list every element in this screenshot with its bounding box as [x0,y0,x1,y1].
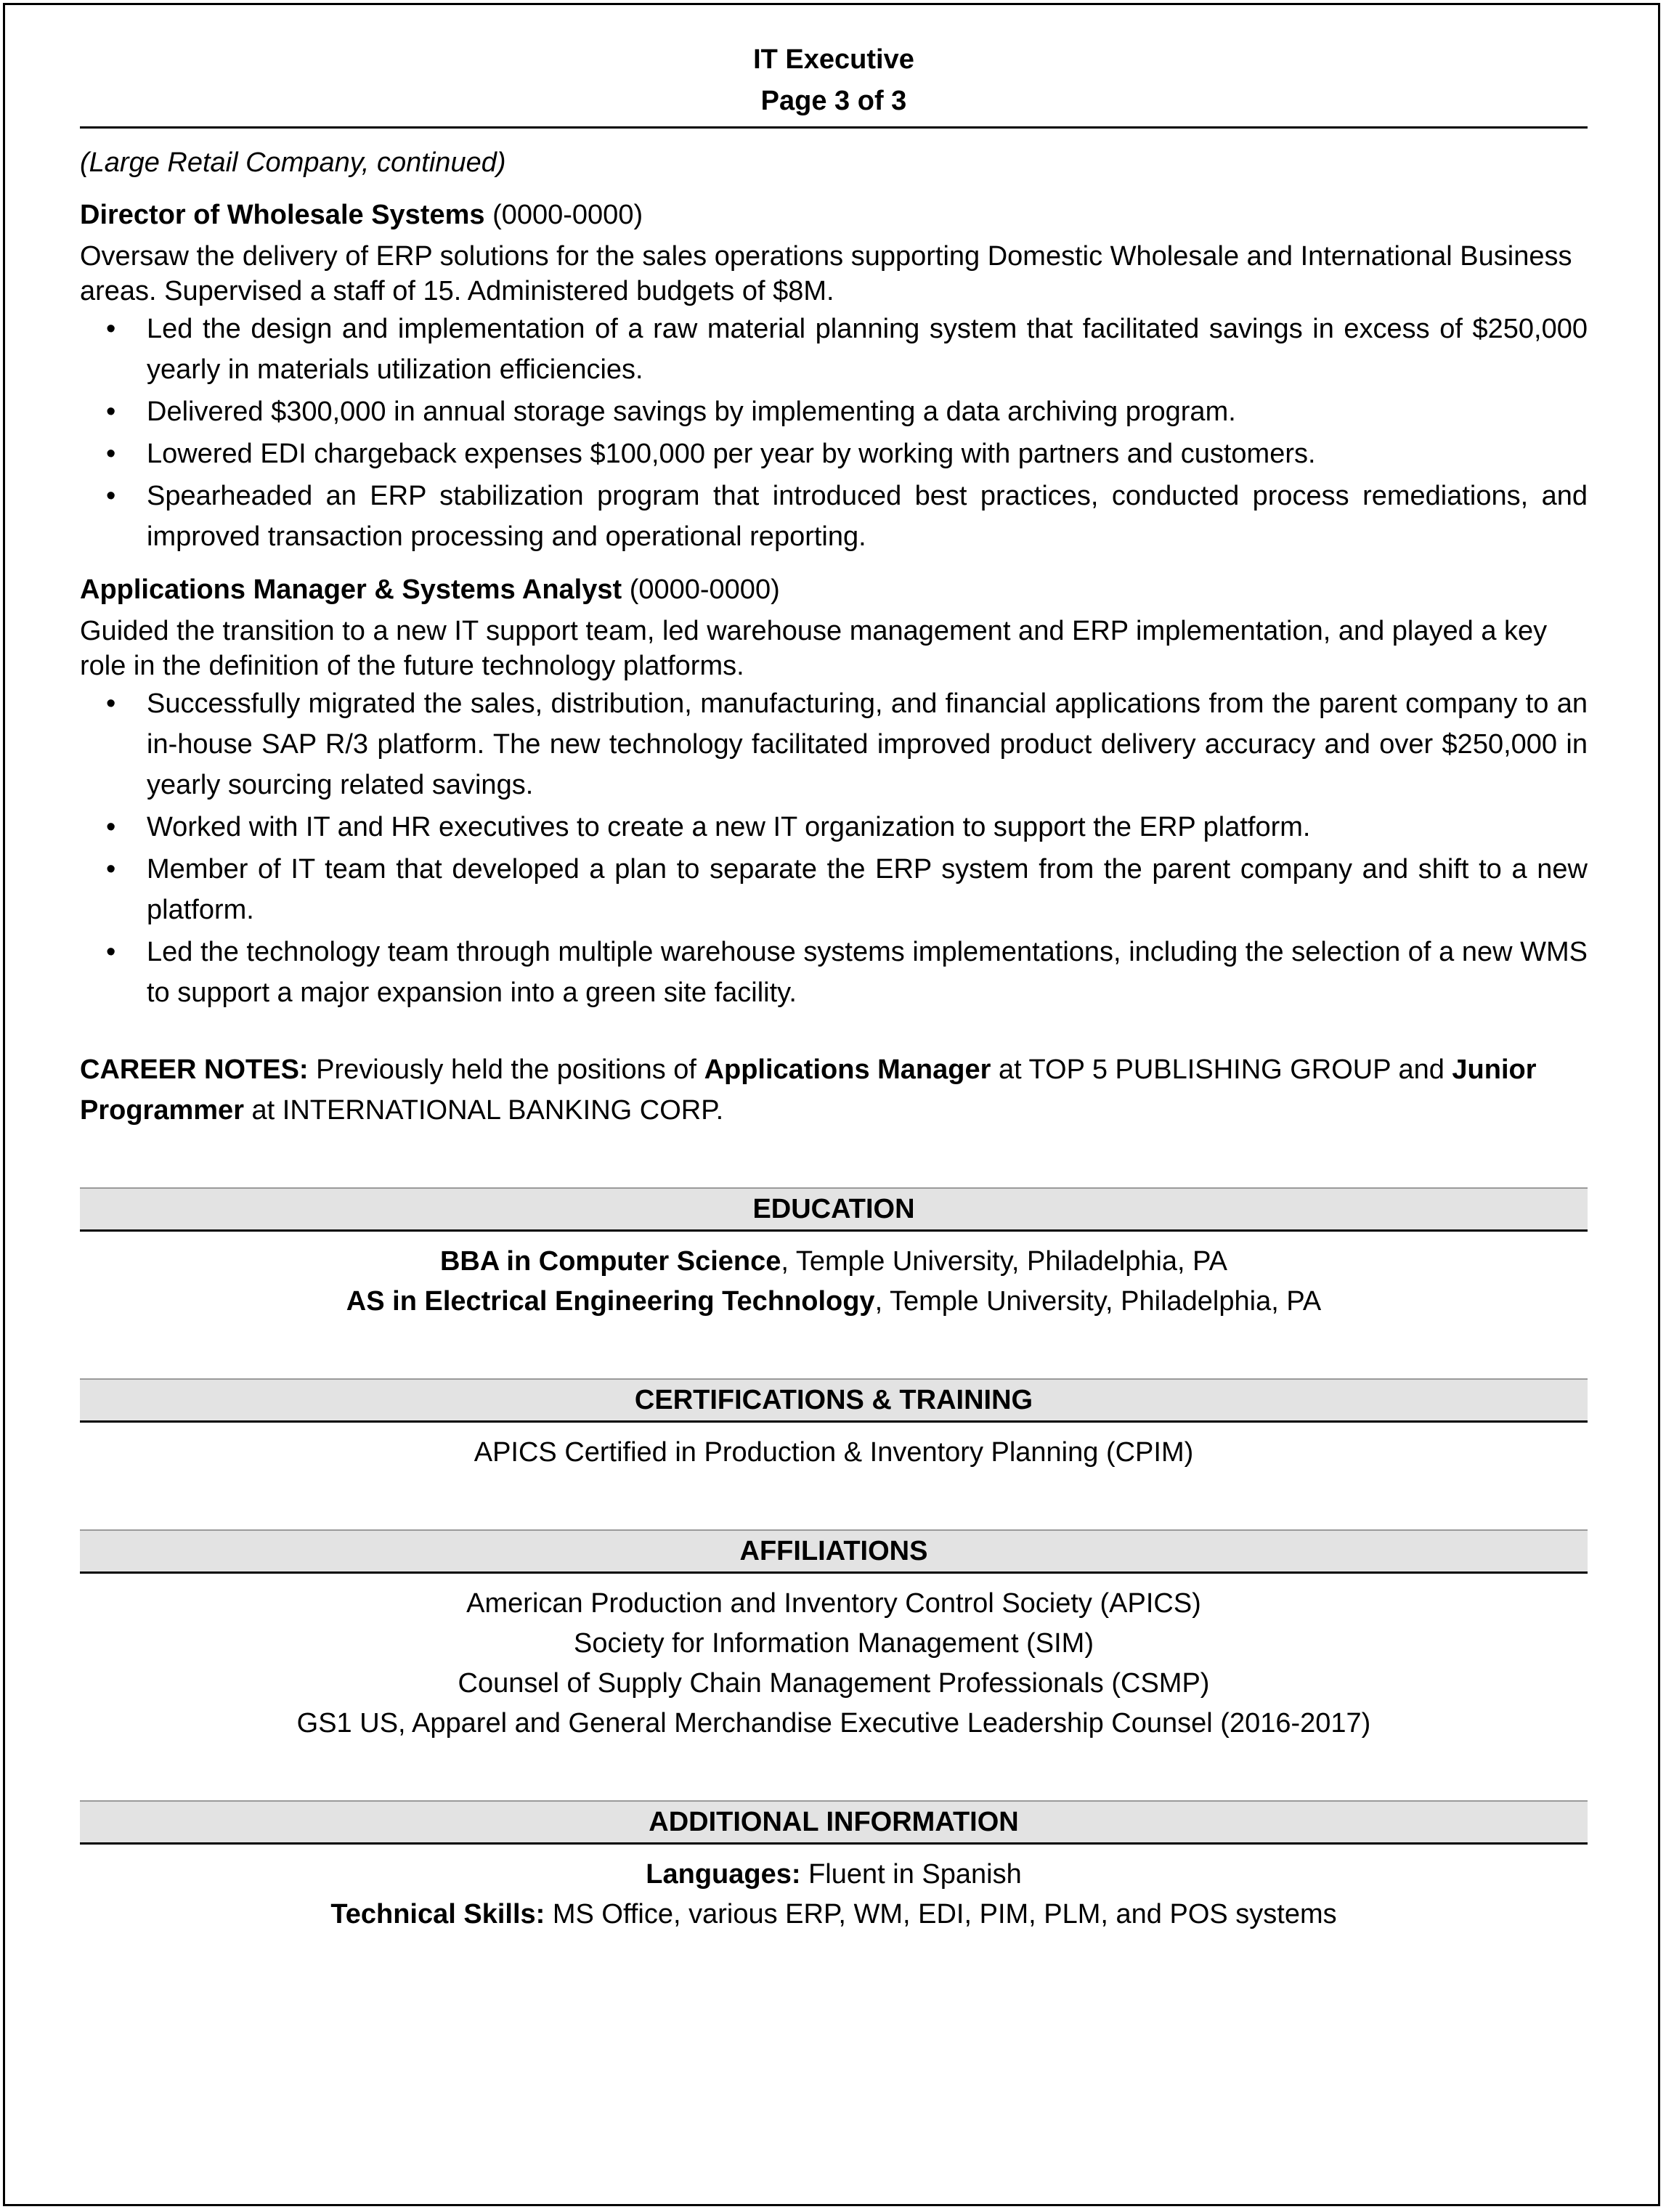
document-title: IT Executive [753,44,914,75]
job-description: Guided the transition to a new IT support team, led warehouse management and ERP implementation, and played a key role in the definition of the future technology platforms. [80,616,1548,681]
section-heading: AFFILIATIONS [80,1529,1588,1574]
affiliation-item: Society for Information Management (SIM) [574,1628,1094,1659]
bullet-text: Lowered EDI chargeback expenses $100,000 per year by working with partners and customers. [147,439,1316,469]
list-item [80,309,1588,390]
school: , Temple University, Philadelphia, PA [781,1246,1228,1277]
certifications-section [80,1378,1588,1473]
achievement-list [80,309,1588,557]
bullet-text: Led the design and implementation of a raw material planning system that facilitated savings in excess of $250,000 yearly in materials utilization efficiencies. [147,314,1588,385]
skills-line [80,1895,1588,1935]
career-notes-role: Junior Programmer [80,1054,1537,1126]
bullet-icon: • [106,688,116,719]
job-dates: (0000-0000) [484,200,643,230]
bullet-text: Successfully migrated the sales, distribution, manufacturing, and financial applications from the parent company to an in-house SAP R/3 platform. The new technology facilitated improved product delivery accuracy and over $250,000 in yearly sourcing related savings. [147,688,1588,800]
school: , Temple University, Philadelphia, PA [874,1286,1322,1317]
education-item [80,1282,1588,1322]
skills-label: Technical Skills: [330,1899,545,1930]
page-number: Page 3 of 3 [760,86,907,116]
bullet-text: Member of IT team that developed a plan to separate the ERP system from the parent company and shift to a new platform. [147,854,1588,925]
achievement-list [80,683,1588,1013]
section-heading: CERTIFICATIONS & TRAINING [80,1378,1588,1423]
languages-label: Languages: [646,1859,801,1890]
section-heading: ADDITIONAL INFORMATION [80,1800,1588,1845]
languages-value: Fluent in Spanish [800,1859,1022,1890]
job-dates: (0000-0000) [622,574,780,605]
affiliation-item: American Production and Inventory Control Society (APICS) [466,1588,1201,1619]
degree: AS in Electrical Engineering Technology [346,1286,875,1317]
education-section [80,1187,1588,1322]
list-item [80,683,1588,805]
list-item [80,434,1588,474]
bullet-text: Led the technology team through multiple warehouse systems implementations, including the selection of a new WMS to support a major expansion into a green site facility. [147,937,1588,1008]
career-notes-text: Previously held the positions of [308,1054,704,1085]
additional-info-section [80,1800,1588,1935]
bullet-text: Spearheaded an ERP stabilization program that introduced best practices, conducted process remediations, and improved transaction processing and operational reporting. [147,481,1588,552]
career-notes-label: CAREER NOTES: [80,1054,309,1085]
header-rule [80,126,1588,129]
list-item [80,849,1588,930]
bullet-icon: • [106,937,116,967]
job-title: Applications Manager & Systems Analyst [80,574,622,605]
bullet-icon: • [106,314,116,344]
job-title: Director of Wholesale Systems [80,200,485,230]
list-item [80,807,1588,847]
career-notes [80,1049,1588,1131]
career-notes-text: at TOP 5 PUBLISHING GROUP and [991,1054,1452,1085]
list-item [80,391,1588,432]
affiliations-section [80,1529,1588,1744]
education-item [80,1242,1588,1282]
list-item [80,476,1588,557]
job-entry [80,195,1588,235]
affiliation-item: GS1 US, Apparel and General Merchandise Executive Leadership Counsel (2016-2017) [296,1708,1371,1739]
bullet-icon: • [106,854,116,885]
list-item [80,932,1588,1013]
languages-line [80,1855,1588,1895]
degree: BBA in Computer Science [439,1246,781,1277]
bullet-icon: • [106,439,116,469]
resume-page [80,39,1588,1935]
bullet-text: Delivered $300,000 in annual storage savings by implementing a data archiving program. [147,397,1236,427]
bullet-icon: • [106,812,116,842]
job-entry [80,570,1588,609]
certification-item: APICS Certified in Production & Inventory Planning (CPIM) [474,1437,1194,1468]
continued-note: (Large Retail Company, continued) [80,147,506,178]
section-heading: EDUCATION [80,1187,1588,1232]
bullet-icon: • [106,481,116,511]
bullet-icon: • [106,397,116,427]
skills-value: MS Office, various ERP, WM, EDI, PIM, PLM, and POS systems [545,1899,1337,1930]
career-notes-role: Applications Manager [704,1054,991,1085]
affiliation-item: Counsel of Supply Chain Management Professionals (CSMP) [458,1668,1210,1699]
job-description: Oversaw the delivery of ERP solutions for the sales operations supporting Domestic Wholesale and International Business areas. Supervised a staff of 15. Administered budgets of $8M. [80,241,1572,306]
bullet-text: Worked with IT and HR executives to create a new IT organization to support the ERP platform. [147,812,1311,842]
career-notes-text: at INTERNATIONAL BANKING CORP. [243,1095,724,1126]
